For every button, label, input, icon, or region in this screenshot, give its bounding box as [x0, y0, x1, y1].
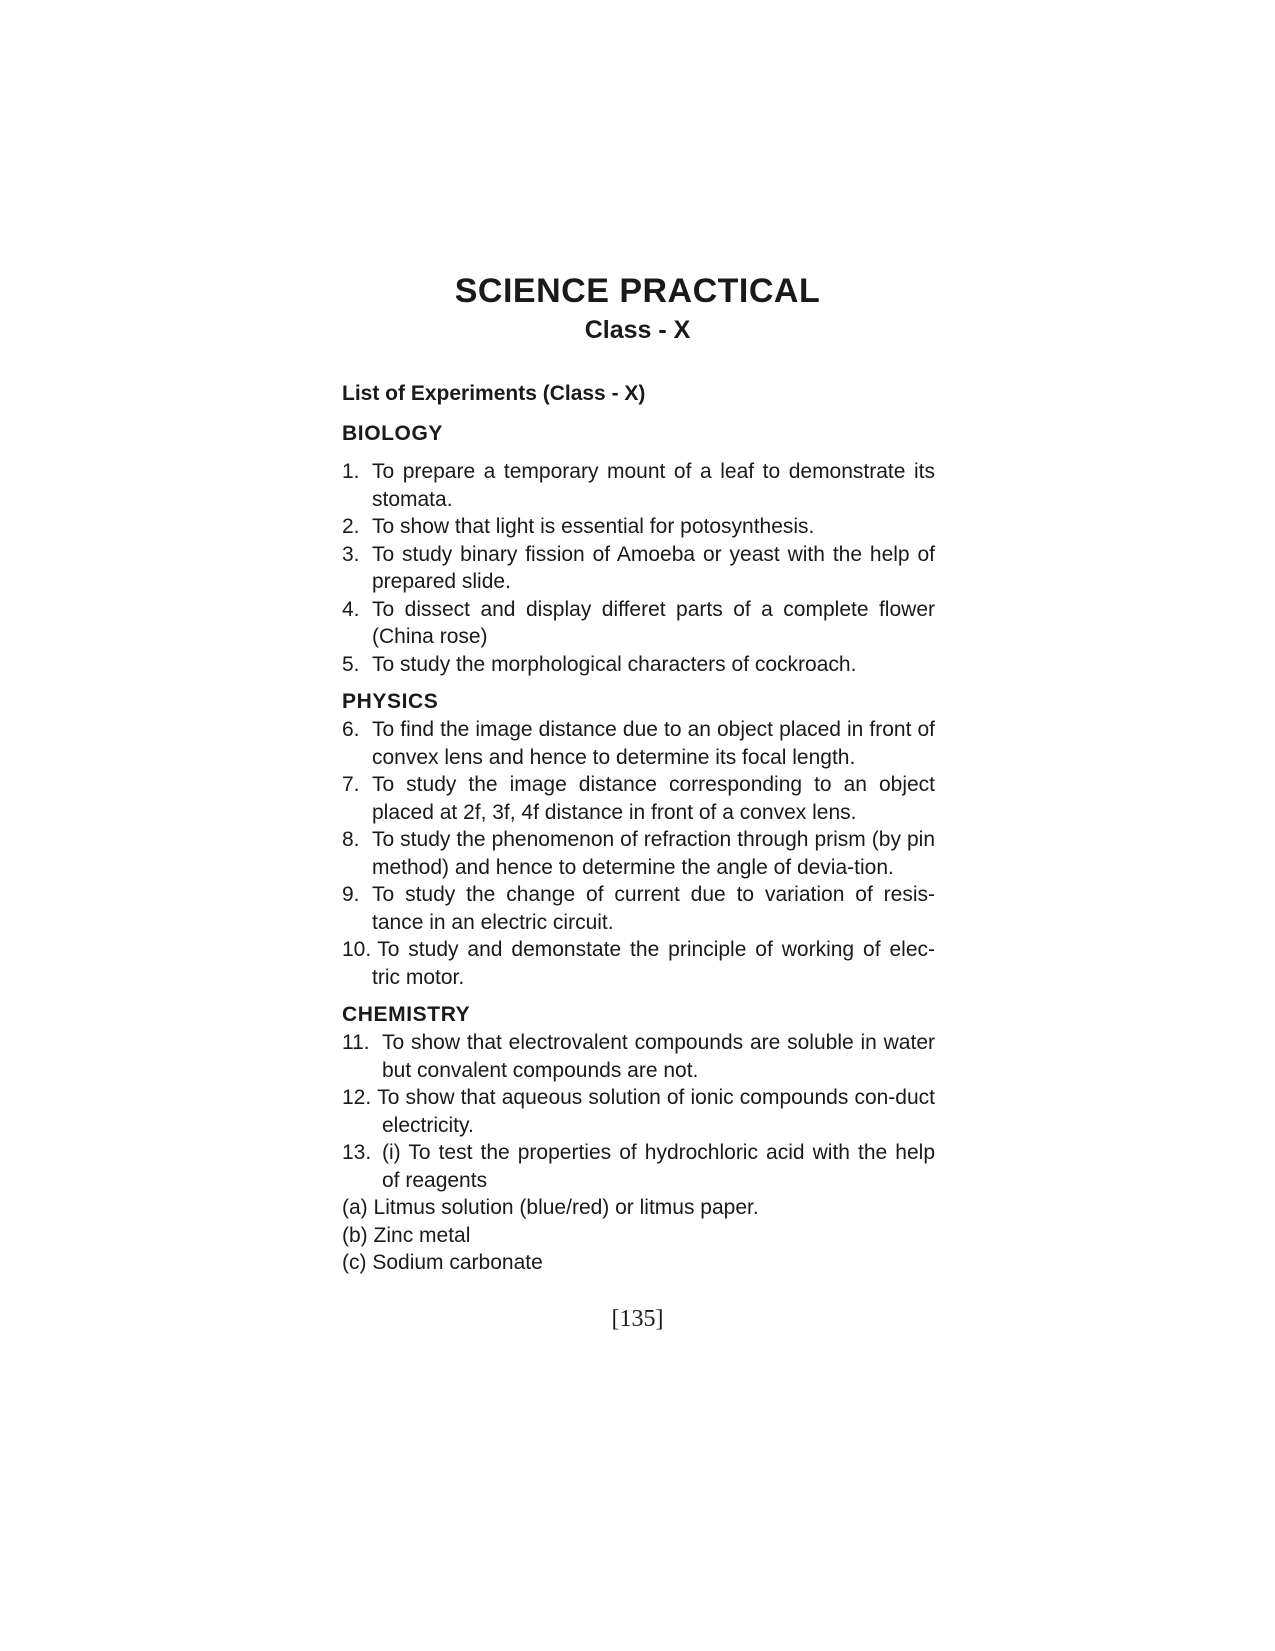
list-item	[342, 1084, 935, 1139]
item-text: To find the image distance due to an object placed in front of convex lens and hence to determine its focal length.	[372, 718, 935, 769]
sub-item-label: (a)	[342, 1196, 368, 1219]
section-heading-physics: PHYSICS	[342, 690, 439, 713]
sub-item-text: Litmus solution (blue/red) or litmus paper.	[373, 1196, 759, 1219]
item-number: 13.	[342, 1141, 372, 1164]
section-heading-chemistry: CHEMISTRY	[342, 1003, 471, 1026]
item-text: To study the morphological characters of cockroach.	[372, 652, 857, 676]
item-number: 4.	[342, 597, 360, 621]
page-subtitle: Class - X	[584, 316, 691, 344]
sub-item-label: (b)	[342, 1223, 368, 1247]
experiment-list	[342, 380, 935, 1277]
page-number: [135]	[611, 1306, 664, 1332]
item-number: 9.	[342, 883, 360, 906]
list-item	[342, 651, 935, 679]
list-item	[342, 1029, 935, 1084]
sub-list-item	[342, 1249, 935, 1277]
item-text: To prepare a temporary mount of a leaf to demonstrate its stomata.	[372, 460, 935, 511]
item-text: To study the change of current due to variation of resis-tance in an electric circuit.	[372, 883, 935, 934]
item-number: 2.	[342, 515, 360, 538]
page-title: SCIENCE PRACTICAL	[454, 272, 821, 310]
item-number: 11.	[342, 1031, 370, 1054]
item-text: To show that aqueous solution of ionic compounds con-duct electricity.	[377, 1086, 935, 1137]
item-text: To dissect and display differet parts of a complete flower (China rose)	[372, 597, 935, 648]
item-number: 5.	[342, 652, 360, 676]
item-number: 3.	[342, 542, 360, 566]
sub-list-item	[342, 1194, 935, 1222]
item-text: To study the phenomenon of refraction through prism (by pin method) and hence to determine the angle of devia-tion.	[372, 828, 935, 879]
physics-list	[342, 716, 935, 991]
list-item	[342, 936, 935, 991]
item-number: 6.	[342, 718, 360, 741]
list-heading: List of Experiments (Class - X)	[342, 382, 646, 405]
item-number: 10.	[342, 938, 372, 961]
item-number: 1.	[342, 460, 360, 483]
item-number: 8.	[342, 828, 360, 851]
sub-list-item	[342, 1222, 935, 1250]
item-text: To show that electrovalent compounds are soluble in water but convalent compounds are not.	[382, 1031, 935, 1082]
list-item	[342, 458, 935, 513]
list-item	[342, 1139, 935, 1194]
section-heading-biology: BIOLOGY	[342, 422, 444, 445]
item-number: 7.	[342, 773, 360, 796]
list-item	[342, 771, 935, 826]
item-text: To show that light is essential for potosynthesis.	[372, 515, 815, 538]
item-text: To study and demonstate the principle of working of elec-tric motor.	[372, 938, 935, 989]
list-item	[342, 541, 935, 596]
biology-list	[342, 458, 935, 678]
item-text: To study the image distance corresponding to an object placed at 2f, 3f, 4f distance in front of a convex lens.	[372, 773, 935, 824]
sub-item-text: Zinc metal	[373, 1223, 471, 1247]
item-number: 12.	[342, 1086, 372, 1109]
item-text: (i) To test the properties of hydrochloric acid with the help of reagents	[382, 1141, 935, 1192]
list-item	[342, 826, 935, 881]
sub-item-label: (c)	[342, 1251, 367, 1274]
list-item	[342, 596, 935, 651]
sub-item-text: Sodium carbonate	[372, 1251, 543, 1274]
chemistry-list	[342, 1029, 935, 1277]
item-text: To study binary fission of Amoeba or yeast with the help of prepared slide.	[372, 542, 935, 593]
list-item	[342, 881, 935, 936]
list-item	[342, 716, 935, 771]
list-item	[342, 513, 935, 541]
